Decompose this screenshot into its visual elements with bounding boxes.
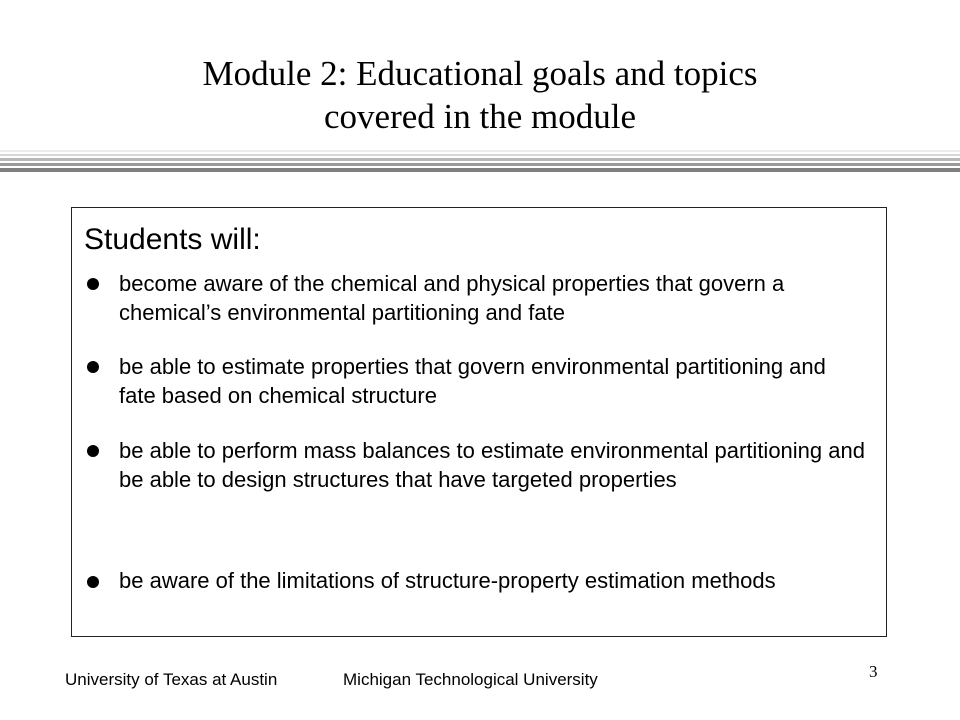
slide-title-line-2: covered in the module bbox=[324, 97, 636, 136]
footer-right-institution: Michigan Technological University bbox=[343, 670, 598, 689]
bullet-icon bbox=[87, 445, 99, 457]
list-item bbox=[87, 563, 867, 599]
list-item-text: be able to perform mass balances to estimate environmental partitioning and be able to design structures that have targeted properties bbox=[119, 438, 865, 492]
lead-text: Students will: bbox=[84, 223, 261, 256]
list-item bbox=[87, 352, 867, 410]
bullet-icon bbox=[87, 278, 99, 290]
list-item-text: be able to estimate properties that govern environmental partitioning and fate based on chemical structure bbox=[119, 354, 826, 408]
slide-title bbox=[0, 52, 960, 138]
title-divider bbox=[0, 150, 960, 172]
list-item-text: be aware of the limitations of structure-property estimation methods bbox=[119, 568, 776, 593]
list-item bbox=[87, 436, 867, 494]
page-number: 3 bbox=[869, 662, 878, 681]
list-item-text: become aware of the chemical and physical properties that govern a chemical’s environmental partitioning and fate bbox=[119, 271, 785, 325]
footer-left-institution: University of Texas at Austin bbox=[65, 670, 278, 689]
list-item bbox=[87, 269, 867, 327]
bullet-icon bbox=[87, 576, 99, 588]
slide-title-line-1: Module 2: Educational goals and topics bbox=[202, 54, 758, 93]
content-box bbox=[71, 207, 887, 637]
bullet-icon bbox=[87, 361, 99, 373]
